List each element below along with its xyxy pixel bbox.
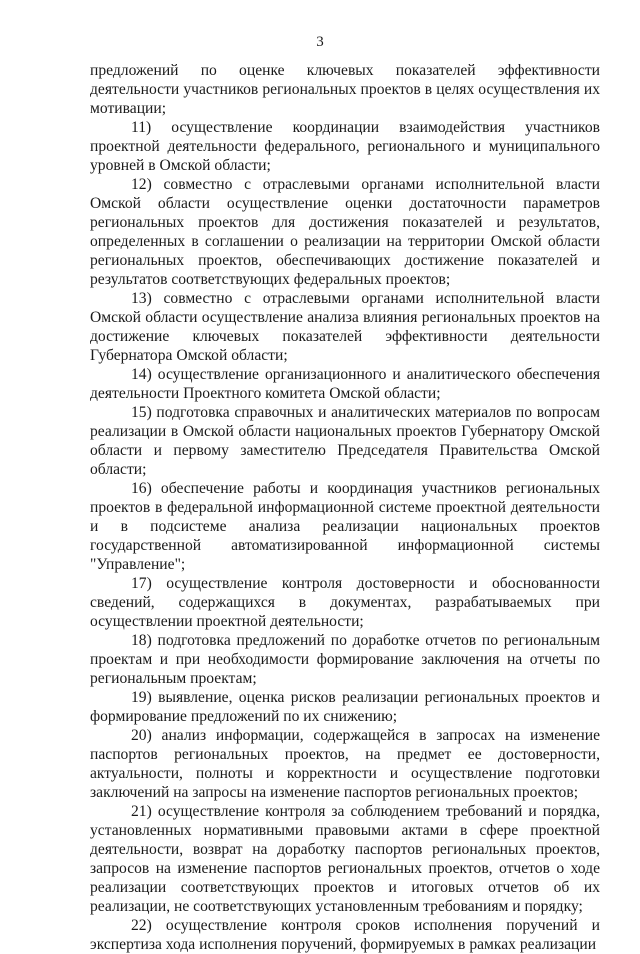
paragraph-item-21: 21) осуществление контроля за соблюдением требований и порядка, установленных нормативными правовыми актами в сфере проектной деятельности, возврат на доработку паспортов региональных проектов, запросов на изменение паспортов региональных проектов, отчетов о ходе реализации соответствующих проектов и итоговых отчетов об их реализации, не соответствующих установленным требованиям и порядку; — [90, 803, 600, 915]
paragraph-item-11: 11) осуществление координации взаимодействия участников проектной деятельности федерального, регионального и муниципального уровней в Омской области; — [90, 119, 600, 174]
page-number: 3 — [316, 34, 324, 50]
document-body — [90, 61, 600, 954]
paragraph-item-19: 19) выявление, оценка рисков реализации региональных проектов и формирование предложений по их снижению; — [90, 689, 600, 725]
paragraph-item-22: 22) осуществление контроля сроков исполнения поручений и экспертиза хода исполнения поручений, формируемых в рамках реализации — [90, 917, 600, 953]
paragraph-item-14: 14) осуществление организационного и аналитического обеспечения деятельности Проектного комитета Омской области; — [90, 366, 600, 402]
paragraph-item-16: 16) обеспечение работы и координация участников региональных проектов в федеральной информационной системе проектной деятельности и в подсистеме анализа реализации национальных проектов государственной автоматизированной информационной системы "Управление"; — [90, 480, 600, 573]
paragraph-item-17: 17) осуществление контроля достоверности и обоснованности сведений, содержащихся в документах, разрабатываемых при осуществлении проектной деятельности; — [90, 575, 600, 630]
paragraph-item-12: 12) совместно с отраслевыми органами исполнительной власти Омской области осуществление оценки достаточности параметров региональных проектов для достижения показателей и результатов, определенных в соглашении о реализации на территории Омской области региональных проектов, обеспечивающих достижение показателей и результатов соответствующих федеральных проектов; — [90, 176, 600, 288]
paragraph-item-18: 18) подготовка предложений по доработке отчетов по региональным проектам и при необходимости формирование заключения на отчеты по региональным проектам; — [90, 632, 600, 687]
paragraph-item-15: 15) подготовка справочных и аналитических материалов по вопросам реализации в Омской области национальных проектов Губернатору Омской области и первому заместителю Председателя Правительства Омской области; — [90, 404, 600, 478]
paragraph-continuation: предложений по оценке ключевых показателей эффективности деятельности участников региональных проектов в целях осуществления их мотивации; — [90, 62, 600, 117]
paragraph-item-13: 13) совместно с отраслевыми органами исполнительной власти Омской области осуществление анализа влияния региональных проектов на достижение ключевых показателей эффективности деятельности Губернатора Омской области; — [90, 290, 600, 364]
paragraph-item-20: 20) анализ информации, содержащейся в запросах на изменение паспортов региональных проектов, на предмет ее достоверности, актуальности, полноты и корректности и осуществление подготовки заключений на запросы на изменение паспортов региональных проектов; — [90, 727, 600, 801]
